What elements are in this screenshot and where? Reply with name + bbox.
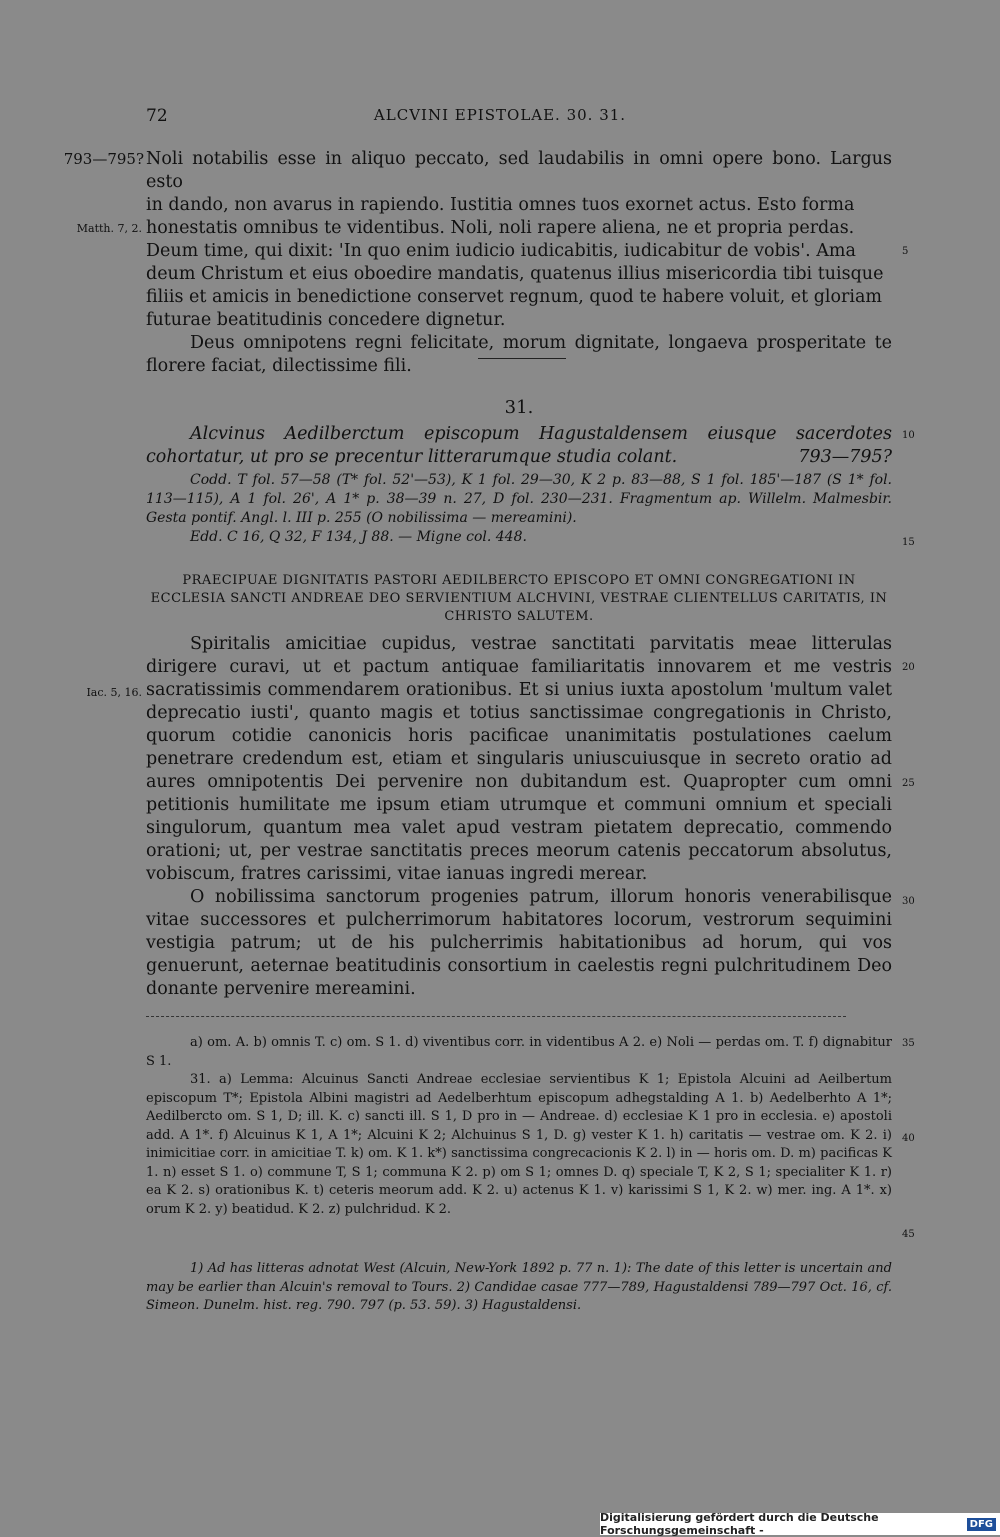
line-number: 45	[902, 1229, 915, 1240]
letter-30-line: in dando, non avarus in rapiendo. Iustitia omnes tuos exornet actus. Esto forma	[146, 195, 855, 215]
line-number: 20	[902, 662, 915, 673]
margin-matth: Matth. 7, 2.	[76, 222, 142, 235]
letter-31-summary-block	[146, 423, 892, 469]
margin-iac: Iac. 5, 16.	[86, 686, 142, 699]
letter-31-para-1: Spiritalis amicitiae cupidus, vestrae sanctitati parvitatis meae litterulas dirigere curavi, ut et pactum antiquae familiaritatis innovarem et me vestris sacratissimis commendarem orationibus. Et si unius iuxta apostolum 'multum valet deprecatio iusti', quanto magis et totius sanctissimae congregationis in Christo, quorum cotidie canonicis horis pacificae unanimitatis postulationes caelum penetrare credendum est, etiam et singularis uniuscuiusque in secreto oratio ad aures omnipotentis Dei pervenire non dubitandum est. Quapropter cum omni petitionis humilitate me ipsum etiam utrumque et communi omnium et speciali singulorum, quantum mea valet apud vestram pietatem deprecatio, commendo orationi; ut, per vestrae sanctitatis preces meorum catenis peccatorum absolutus, vobiscum, fratres carissimi, vitae ianuas ingredi merear.	[146, 634, 892, 884]
line-number: 40	[902, 1133, 915, 1144]
line-number: 35	[902, 1038, 915, 1049]
letter-31-body	[146, 633, 892, 1001]
salutation-text: PRAECIPUAE DIGNITATIS PASTORI AEDILBERCTO EPISCOPO ET OMNI CONGREGATIONI IN ECCLESIA SANCTI ANDREAE DEO SERVIENTIUM ALCHVINI, VESTRAE CLIENTELLUS CARITATIS, IN CHRISTO SALUTEM.	[150, 573, 888, 624]
divider-notes	[146, 1016, 846, 1017]
letter-31-codices	[146, 471, 892, 547]
page-number: 72	[146, 106, 168, 126]
letter-31-summary: Alcvinus Aedilberctum episcopum Hagustaldensem eiusque sacerdotes cohortatur, ut pro se precentur litterarumque studia colant.	[146, 424, 892, 467]
letter-31-para-2: O nobilissima sanctorum progenies patrum, illorum honoris venerabilisque vitae successores et pulcherrimorum habitatores locorum, vestrorum sequimini vestigia patrum; ut de his pulcherrimis habitationibus ad horum, qui vos genuerunt, aeternae beatitudinis consortium in caelestis regni pulchritudinem Deo donante pervenire mereamini.	[146, 887, 892, 999]
apparatus-31: 31. a) Lemma: Alcuinus Sancti Andreae ecclesiae servientibus K 1; Epistola Alcuini ad Aeilbertum episcopum T*; Epistola Albini magistri ad Aedelberhtum episcopum adhegstalding A 1. b) Aedelberhto A 1*; Aedilbercto om. S 1, D; ill. K. c) sancti ill. S 1, D pro in — Andreae. d) ecclesiae K 1 pro in ecclesia. e) apostoli add. A 1*. f) Alcuinus K 1, A 1*; Alcuini K 2; Alchuinus S 1, D. g) vester K 1. h) caritatis — vestrae om. K 2. i) inimicitiae corr. in amicitiae T. k) om. K 1. k*) sanctissima congrecacionis K 2. l) in — horis om. D. m) pacificas K 1. n) esset S 1. o) commune T, S 1; communa K 2. p) om S 1; omnes D. q) speciale T, K 2, S 1; specialiter K 1. r) ea K 2. s) orationibus K. t) ceteris meorum add. K 2. u) actenus K 1. v) karissimi S 1, K 2. w) mer. ing. A 1*. x) orum K 2. y) beatidud. K 2. z) pulchridud. K 2.	[146, 1072, 892, 1217]
line-number: 10	[902, 430, 915, 441]
apparatus	[146, 1034, 892, 1219]
letter-31-date: 793—795?	[798, 447, 892, 467]
line-number: 30	[902, 896, 915, 907]
letter-30-line: deum Christum et eius oboedire mandatis, quatenus illius misericordia tibi tuisque	[146, 264, 884, 284]
letter-30-closing: Deus omnipotens regni felicitate, morum dignitate, longaeva prosperitate te florere faciat, dilectissime fili.	[146, 333, 892, 376]
footnotes-text: 1) Ad has litteras adnotat West (Alcuin, New-York 1892 p. 77 n. 1): The date of this letter is uncertain and may be earlier than Alcuin's removal to Tours. 2) Candidae casae 777—789, Hagustaldensi 789—797 Oct. 16, cf. Simeon. Dunelm. hist. reg. 790. 797 (p. 53. 59). 3) Hagustaldensi.	[146, 1261, 892, 1313]
letter-30-line: filiis et amicis in benedictione conservet regnum, quod te habere voluit, et gloriam	[146, 287, 883, 307]
editions-text: Edd. C 16, Q 32, F 134, J 88. — Migne col. 448.	[190, 529, 527, 545]
letter-30-line: Noli notabilis esse in aliquo peccato, sed laudabilis in omni opere bono. Largus esto	[146, 149, 892, 192]
letter-31-salutation	[146, 572, 892, 626]
divider	[478, 358, 566, 359]
margin-date: 793—795?	[63, 150, 144, 168]
letter-30-text	[146, 148, 892, 378]
page-header	[0, 106, 1000, 130]
letter-31-number: 31.	[504, 397, 534, 418]
letter-30-line: Deum time, qui dixit: 'In quo enim iudicio iudicabitis, iudicabitur de vobis'. Ama	[146, 241, 856, 261]
apparatus-30: a) om. A. b) omnis T. c) om. S 1. d) viventibus corr. in videntibus A 2. e) Noli — perdas om. T. f) dignabitur S 1.	[146, 1035, 892, 1069]
line-number: 15	[902, 537, 915, 548]
digitization-footer	[600, 1513, 1000, 1535]
line-number: 25	[902, 778, 915, 789]
codices-text: Codd. T fol. 57—58 (T* fol. 52'—53), K 1 fol. 29—30, K 2 p. 83—88, S 1 fol. 185'—187 (S 1* fol. 113—115), A 1 fol. 26', A 1* p. 38—39 n. 27, D fol. 230—231. Fragmentum ap. Willelm. Malmesbir. Gesta pontif. Angl. l. III p. 255 (O nobilissima — mereamini).	[146, 472, 892, 526]
dfg-logo-icon: DFG	[967, 1518, 996, 1531]
running-title: ALCVINI EPISTOLAE. 30. 31.	[373, 106, 627, 124]
footer-text: Digitalisierung gefördert durch die Deutsche Forschungsgemeinschaft -	[600, 1511, 879, 1537]
letter-30-line: honestatis omnibus te videntibus. Noli, noli rapere aliena, ne et propria perdas.	[146, 218, 855, 238]
letter-30-line: futurae beatitudinis concedere dignetur.	[146, 310, 506, 330]
footnotes	[146, 1260, 892, 1316]
line-number: 5	[902, 246, 909, 257]
